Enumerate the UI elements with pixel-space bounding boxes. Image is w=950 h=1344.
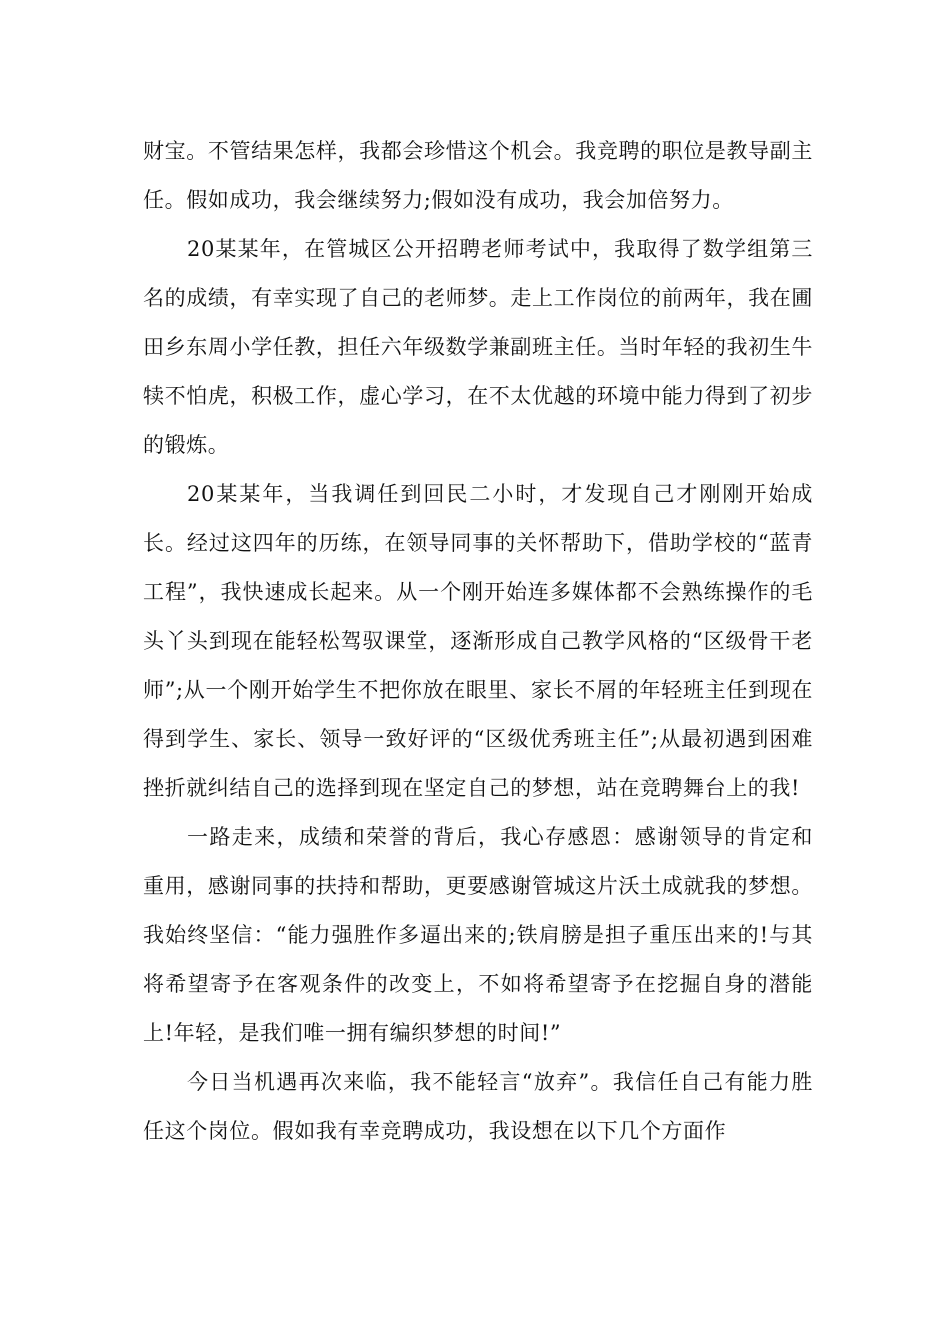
paragraph-exam-and-first-post: 20某某年，在管城区公开招聘老师考试中，我取得了数学组第三名的成绩，有幸实现了自己的老师梦。走上工作岗位的前两年，我在圃田乡东周小学任教，担任六年级数学兼副班主任。当时年轻的我初生牛犊不怕虎，积极工作，虚心学习，在不太优越的环境中能力得到了初步的锻炼。: [143, 237, 813, 457]
paragraph-opportunity: 今日当机遇再次来临，我不能轻言“放弃”。我信任自己有能力胜任这个岗位。假如我有幸竞聘成功，我设想在以下几个方面作: [143, 1070, 813, 1143]
paragraph-continuation: 财宝。不管结果怎样，我都会珍惜这个机会。我竞聘的职位是教导副主任。假如成功，我会继续努力;假如没有成功，我会加倍努力。: [143, 139, 813, 212]
document-body: [143, 127, 813, 1156]
paragraph-growth-at-huimin: 20某某年，当我调任到回民二小时，才发现自己才刚刚开始成长。经过这四年的历练，在领导同事的关怀帮助下，借助学校的“蓝青工程”，我快速成长起来。从一个刚开始连多媒体都不会熟练操作的毛头丫头到现在能轻松驾驭课堂，逐渐形成自己教学风格的“区级骨干老师”;从一个刚开始学生不把你放在眼里、家长不屑的年轻班主任到现在得到学生、家长、领导一致好评的“区级优秀班主任”;从最初遇到困难挫折就纠结自己的选择到现在坚定自己的梦想，站在竞聘舞台上的我!: [143, 482, 813, 800]
paragraph-gratitude: 一路走来，成绩和荣誉的背后，我心存感恩：感谢领导的肯定和重用，感谢同事的扶持和帮助，更要感谢管城这片沃土成就我的梦想。我始终坚信：“能力强胜作多逼出来的;铁肩膀是担子重压出来的!与其将希望寄予在客观条件的改变上，不如将希望寄予在挖掘自身的潜能上!年轻，是我们唯一拥有编织梦想的时间!”: [143, 825, 813, 1045]
